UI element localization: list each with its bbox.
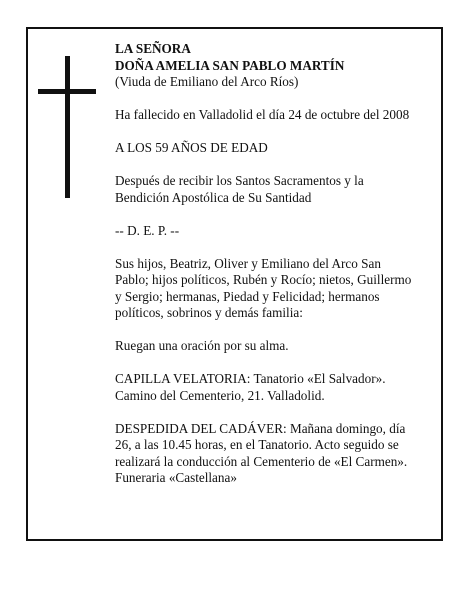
- cross-vertical-bar: [65, 56, 70, 198]
- chapel-line-1: CAPILLA VELATORIA: Tanatorio «El Salvador».: [115, 371, 386, 386]
- dep-line: -- D. E. P. --: [115, 222, 180, 238]
- cross-horizontal-bar: [38, 89, 96, 94]
- death-announcement: Ha fallecido en Valladolid el día 24 de octubre del 2008: [115, 107, 410, 122]
- obituary-text: [115, 41, 437, 487]
- spacer: [115, 322, 437, 339]
- age-line: A LOS 59 AÑOS DE EDAD: [115, 140, 268, 155]
- obituary-card: [26, 27, 443, 541]
- farewell-line-3: realizará la conducción al Cementerio de «El Carmen».: [115, 453, 408, 469]
- spacer: [115, 124, 437, 141]
- farewell-line-2: 26, a las 10.45 horas, en el Tanatorio. Acto seguido se: [115, 437, 399, 452]
- deceased-name: DOÑA AMELIA SAN PABLO MARTÍN: [115, 57, 345, 73]
- family-line-2: Pablo; hijos políticos, Rubén y Rocío; nietos, Guillermo: [115, 272, 412, 287]
- prayer-line: Ruegan una oración por su alma.: [115, 338, 289, 353]
- spacer: [115, 355, 437, 372]
- spacer: [115, 157, 437, 174]
- sacraments-line-2: Bendición Apostólica de Su Santidad: [115, 189, 312, 205]
- spacer: [115, 239, 437, 256]
- spacer: [115, 404, 437, 421]
- sacraments-line-1: Después de recibir los Santos Sacramentos y la: [115, 173, 364, 188]
- spacer: [115, 91, 437, 108]
- spacer: [115, 206, 437, 223]
- family-line-4: políticos, sobrinos y demás familia:: [115, 305, 303, 320]
- cross-icon: [38, 56, 96, 198]
- deceased-title: LA SEÑORA: [115, 41, 191, 56]
- chapel-line-2: Camino del Cementerio, 21. Valladolid.: [115, 387, 325, 403]
- funeral-home-line: Funeraria «Castellana»: [115, 470, 237, 485]
- family-line-1: Sus hijos, Beatriz, Oliver y Emiliano del Arco San: [115, 255, 381, 271]
- family-line-3: y Sergio; hermanas, Piedad y Felicidad; hermanos: [115, 288, 380, 304]
- farewell-line-1: DESPEDIDA DEL CADÁVER: Mañana domingo, día: [115, 420, 406, 436]
- widow-note: (Viuda de Emiliano del Arco Ríos): [115, 74, 299, 89]
